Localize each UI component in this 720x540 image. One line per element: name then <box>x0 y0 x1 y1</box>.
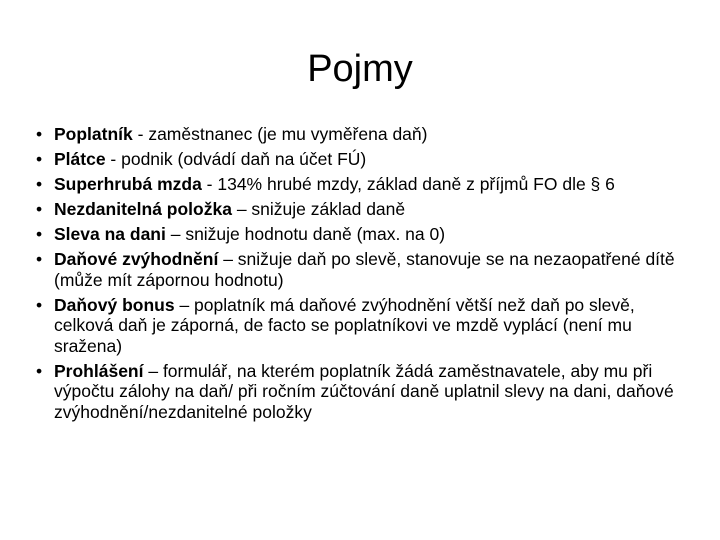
term-description: – poplatník má daňové zvýhodnění větší než daň po slevě, celková daň je záporná, de facto se poplatníkovi ve mzdě vyplácí (není mu sražena) <box>54 294 635 356</box>
slide-title: Pojmy <box>307 48 413 90</box>
bullet-dot-icon: • <box>36 199 43 219</box>
bullet-item-prohlaseni <box>36 361 686 423</box>
bullet-dot-icon: • <box>36 124 43 144</box>
bullet-item-superhruba-mzda <box>36 174 686 195</box>
term-label: Nezdanitelná položka <box>54 199 232 219</box>
term-description: – formulář, na kterém poplatník žádá zaměstnavatele, aby mu při výpočtu zálohy na daň/ při ročním zúčtování daně uplatnil slevy na dani, daňové zvýhodnění/nezdanitelné položky <box>54 360 674 422</box>
term-label: Daňové zvýhodnění <box>54 249 219 269</box>
term-description: - 134% hrubé mzdy, základ daně z příjmů FO dle § 6 <box>201 174 615 194</box>
bullet-item-poplatnik <box>36 124 686 145</box>
bullet-dot-icon: • <box>36 149 43 169</box>
term-description: - zaměstnanec (je mu vyměřena daň) <box>132 124 428 144</box>
term-description: - podnik (odvádí daň na účet FÚ) <box>105 149 367 169</box>
bullet-item-danovy-bonus <box>36 295 686 357</box>
bullet-dot-icon: • <box>36 224 43 244</box>
term-label: Sleva na dani <box>54 224 166 244</box>
term-label: Plátce <box>54 149 106 169</box>
bullet-list <box>36 124 686 427</box>
term-label: Prohlášení <box>54 360 144 381</box>
term-label: Superhrubá mzda <box>54 174 202 194</box>
term-description: – snižuje základ daně <box>231 199 406 219</box>
bullet-dot-icon: • <box>36 360 43 381</box>
bullet-dot-icon: • <box>36 294 43 315</box>
term-label: Poplatník <box>54 124 133 144</box>
term-label: Daňový bonus <box>54 294 175 315</box>
bullet-dot-icon: • <box>36 174 43 194</box>
term-description: – snižuje daň po slevě, stanovuje se na nezaopatřené dítě (může mít zápornou hodnotu) <box>54 249 675 290</box>
bullet-dot-icon: • <box>36 249 43 269</box>
bullet-item-nezdanitelna-polozka <box>36 199 686 220</box>
term-description: – snižuje hodnotu daně (max. na 0) <box>165 224 446 244</box>
bullet-item-danove-zvyhodneni <box>36 249 686 290</box>
bullet-item-platce <box>36 149 686 170</box>
bullet-item-sleva-na-dani <box>36 224 686 245</box>
